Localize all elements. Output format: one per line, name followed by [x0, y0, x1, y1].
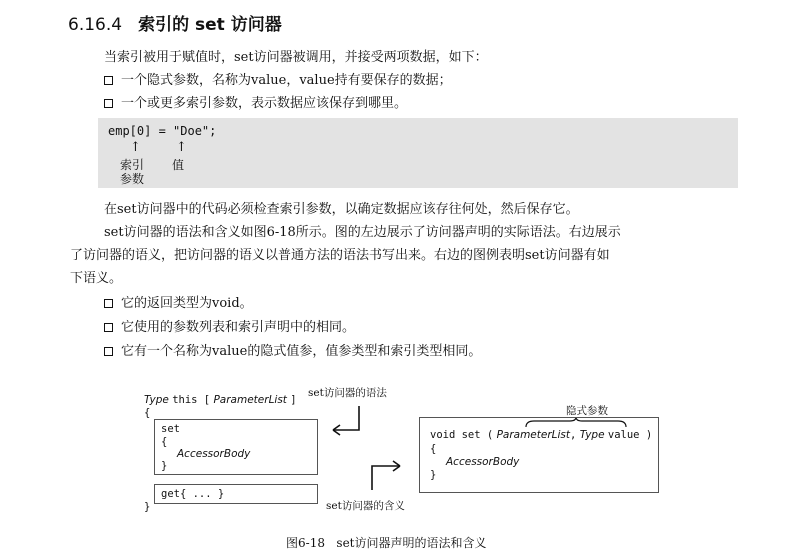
section-heading [68, 10, 282, 35]
semantics-open-brace: { [430, 443, 437, 455]
label-semantics: set访问器的含义 [326, 500, 405, 512]
arrow-right-icon [368, 458, 408, 492]
type-keyword: Type [144, 394, 169, 406]
bullet-text: 它有一个名称为value的隐式值参，值参类型和索引类型相同。 [121, 344, 482, 359]
label-syntax: set访问器的语法 [308, 387, 387, 399]
section-title: 索引的 set 访问器 [138, 15, 282, 35]
type-keyword: Type [579, 429, 605, 441]
checkbox-bullet-icon [104, 99, 113, 108]
declaration-header [144, 394, 297, 406]
para-check: 在set访问器中的代码必须检查索引参数，以确定数据应该存往何处，然后保存它。 [104, 202, 579, 217]
bullet-text: 一个或更多索引参数，表示数据应该保存到哪里。 [121, 96, 408, 111]
semantics-declaration [430, 429, 652, 441]
get-line: get{ ... } [161, 488, 225, 500]
bullet-item [104, 92, 407, 111]
arrow-up-icon: ↑ [176, 140, 187, 155]
code-example-box [98, 118, 738, 188]
param-list: ParameterList [213, 394, 287, 406]
checkbox-bullet-icon [104, 347, 113, 356]
this-keyword: this [ [172, 394, 211, 406]
label-implicit-param: 隐式参数 [566, 405, 608, 417]
label-index-cont: 参数 [120, 172, 145, 186]
set-accessor-box [154, 419, 318, 475]
label-index: 索引 [120, 158, 145, 172]
set-keyword: set [161, 423, 180, 435]
inner-close-brace: } [161, 460, 168, 472]
section-number: 6.16.4 [68, 15, 123, 35]
bullet-text: 它的返回类型为void。 [121, 296, 253, 311]
para-syntax-line: 了访问器的语义，把访问器的语义以普通方法的语法书写出来。右边的图例表明set访问器有如 [70, 248, 610, 263]
label-value: 值 [172, 158, 185, 172]
close-bracket: ] [290, 394, 297, 406]
arrow-up-icon: ↑ [130, 140, 141, 155]
value-keyword: value ) [607, 429, 653, 441]
accessor-body: AccessorBody [177, 448, 251, 460]
figure-caption [286, 534, 487, 551]
void-set-keyword: void set ( [430, 429, 494, 441]
param-list: ParameterList [496, 429, 571, 441]
code-line: emp[0] = "Doe"; [108, 124, 217, 138]
para-syntax-line: 下语义。 [70, 271, 123, 286]
figure-diagram [140, 382, 680, 522]
bullet-text: 一个隐式参数，名称为value，value持有要保存的数据； [121, 73, 452, 88]
checkbox-bullet-icon [104, 299, 113, 308]
bullet-item [104, 316, 355, 335]
figure-number: 图6-18 [286, 536, 325, 550]
checkbox-bullet-icon [104, 323, 113, 332]
inner-open-brace: { [161, 436, 168, 448]
figure-caption-text: set访问器声明的语法和含义 [336, 536, 487, 550]
bullet-item [104, 340, 481, 359]
comma: , [570, 429, 577, 441]
arrow-left-icon [325, 404, 365, 438]
outer-close-brace: } [144, 501, 151, 513]
bullet-text: 它使用的参数列表和索引声明中的相同。 [121, 320, 356, 335]
semantics-box [419, 417, 659, 493]
bullet-item [104, 292, 253, 311]
checkbox-bullet-icon [104, 76, 113, 85]
semantics-accessor-body: AccessorBody [446, 456, 520, 468]
para-syntax-line: set访问器的语法和含义如图6-18所示。图的左边展示了访问器声明的实际语法。右边展示 [104, 225, 621, 240]
outer-open-brace: { [144, 407, 151, 419]
get-accessor-box [154, 484, 318, 504]
semantics-close-brace: } [430, 469, 437, 481]
intro-paragraph: 当索引被用于赋值时，set访问器被调用，并接受两项数据，如下： [104, 50, 488, 65]
bullet-item [104, 69, 452, 88]
